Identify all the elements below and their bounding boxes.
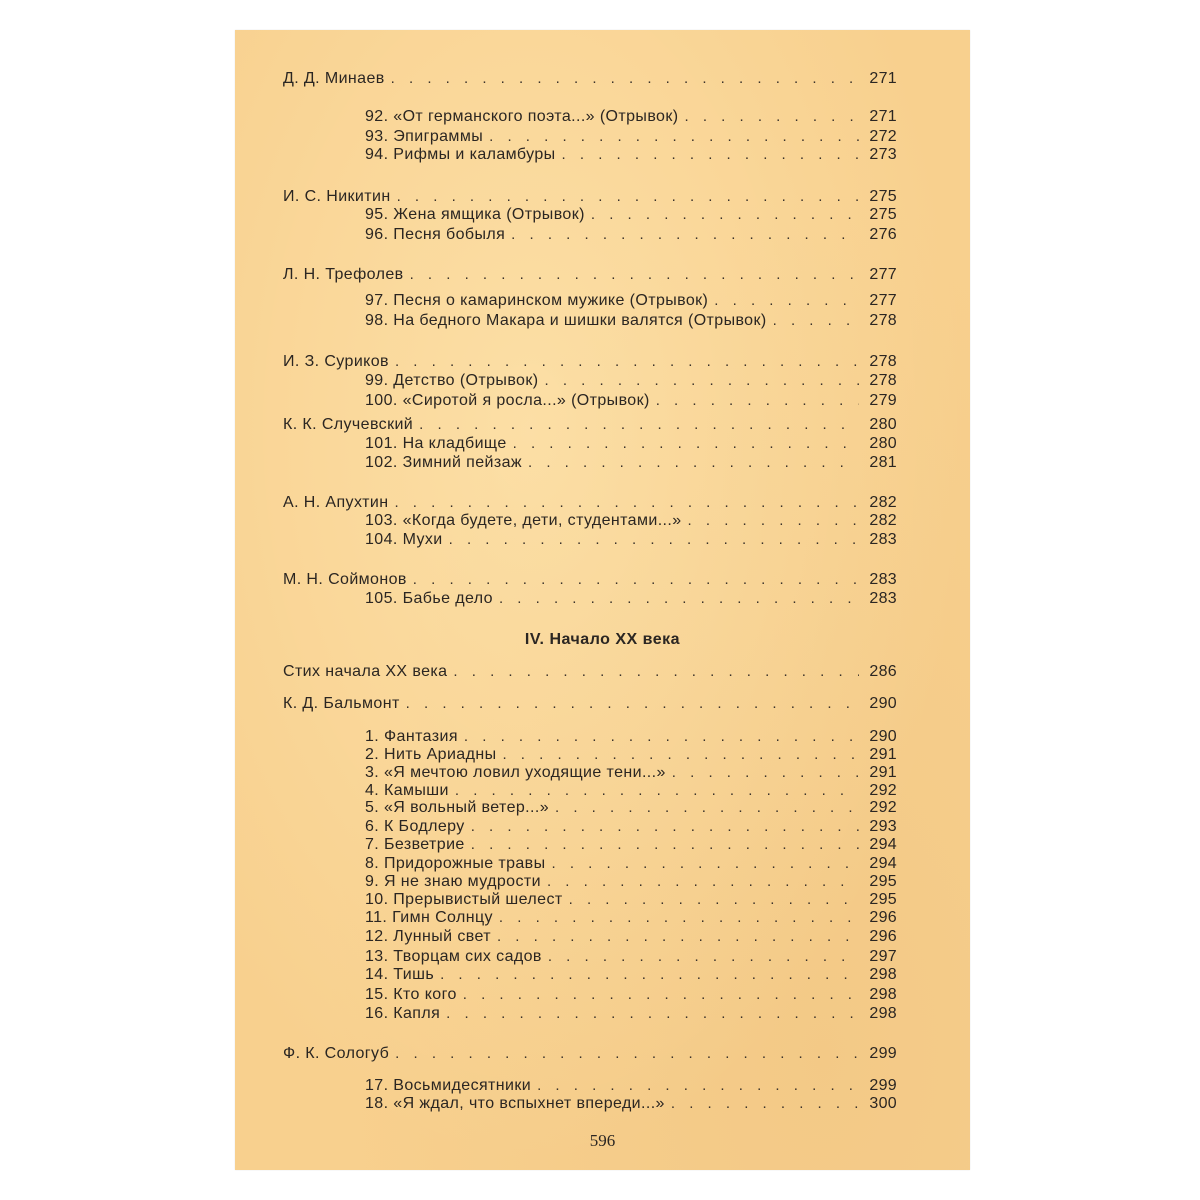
author-name: Стих начала XX века xyxy=(283,663,448,680)
toc-author-row xyxy=(283,494,897,512)
page-ref: 277 xyxy=(869,292,897,309)
page-ref: 277 xyxy=(869,266,897,283)
dot-leader xyxy=(688,512,859,530)
dot-leader xyxy=(397,188,859,206)
poem-title: 1. Фантазия xyxy=(365,728,458,745)
page-ref: 278 xyxy=(869,312,897,329)
dot-leader xyxy=(446,1005,859,1023)
dot-leader xyxy=(410,266,859,284)
page-ref: 299 xyxy=(869,1045,897,1062)
poem-title: 7. Безветрие xyxy=(365,836,465,853)
page-ref: 278 xyxy=(869,353,897,370)
page-ref: 283 xyxy=(869,590,897,607)
toc-poem-row xyxy=(365,873,897,891)
dot-leader xyxy=(513,435,859,453)
toc-poem-row xyxy=(365,531,897,549)
page-ref: 280 xyxy=(869,435,897,452)
poem-title: 99. Детство (Отрывок) xyxy=(365,372,539,389)
toc-poem-row xyxy=(365,948,897,966)
dot-leader xyxy=(672,764,859,782)
toc-poem-row xyxy=(365,728,897,746)
poem-title: 17. Восьмидесятники xyxy=(365,1077,532,1094)
poem-title: 2. Нить Ариадны xyxy=(365,746,497,763)
toc-poem-row xyxy=(365,292,897,310)
page-ref: 290 xyxy=(869,695,897,712)
toc-poem-row xyxy=(365,312,897,330)
toc-poem-row xyxy=(365,966,897,984)
poem-title: 102. Зимний пейзаж xyxy=(365,454,522,471)
page-ref: 298 xyxy=(869,966,897,983)
poem-title: 3. «Я мечтою ловил уходящие тени...» xyxy=(365,764,666,781)
dot-leader xyxy=(499,909,859,927)
poem-title: 103. «Когда будете, дети, студентами...» xyxy=(365,512,682,529)
poem-title: 10. Прерывистый шелест xyxy=(365,891,563,908)
page-ref: 295 xyxy=(869,873,897,890)
poem-title: 5. «Я вольный ветер...» xyxy=(365,799,550,816)
dot-leader xyxy=(394,494,859,512)
poem-title: 16. Капля xyxy=(365,1005,441,1022)
author-name: И. С. Никитин xyxy=(283,188,391,205)
toc-author-row xyxy=(283,571,897,589)
dot-leader xyxy=(548,948,859,966)
page-ref: 281 xyxy=(869,454,897,471)
dot-leader xyxy=(569,891,859,909)
poem-title: 6. К Бодлеру xyxy=(365,818,465,835)
page-ref: 291 xyxy=(869,764,897,781)
dot-leader xyxy=(528,454,859,472)
page-ref: 296 xyxy=(869,928,897,945)
poem-title: 12. Лунный свет xyxy=(365,928,491,945)
toc-poem-row xyxy=(365,206,897,224)
poem-title: 4. Камыши xyxy=(365,782,449,799)
page-ref: 292 xyxy=(869,799,897,816)
author-name: Д. Д. Минаев xyxy=(283,70,385,87)
poem-title: 93. Эпиграммы xyxy=(365,128,484,145)
dot-leader xyxy=(455,782,859,800)
author-name: И. З. Суриков xyxy=(283,353,389,370)
toc-poem-row xyxy=(365,454,897,472)
dot-leader xyxy=(499,590,859,608)
poem-title: 18. «Я ждал, что вспыхнет впереди...» xyxy=(365,1095,665,1112)
toc-poem-row xyxy=(365,435,897,453)
poem-title: 14. Тишь xyxy=(365,966,435,983)
poem-title: 92. «От германского поэта...» (Отрывок) xyxy=(365,108,679,125)
toc-poem-row xyxy=(365,836,897,854)
toc-poem-row xyxy=(365,1005,897,1023)
toc-author-row xyxy=(283,663,897,681)
dot-leader xyxy=(511,226,859,244)
poem-title: 95. Жена ямщика (Отрывок) xyxy=(365,206,585,223)
section-heading: IV. Начало XX века xyxy=(524,631,681,648)
dot-leader xyxy=(464,728,859,746)
toc-author-row xyxy=(283,70,897,88)
poem-title: 96. Песня бобыля xyxy=(365,226,506,243)
toc-poem-row xyxy=(365,512,897,530)
toc-poem-row xyxy=(365,392,897,410)
dot-leader xyxy=(551,855,859,873)
dot-leader xyxy=(419,416,859,434)
table-of-contents xyxy=(235,30,970,1170)
toc-poem-row xyxy=(365,146,897,164)
author-name: А. Н. Апухтин xyxy=(283,494,389,511)
dot-leader xyxy=(555,799,859,817)
author-name: К. К. Случевский xyxy=(283,416,414,433)
dot-leader xyxy=(773,312,859,330)
poem-title: 11. Гимн Солнцу xyxy=(365,909,493,926)
dot-leader xyxy=(591,206,859,224)
toc-poem-row xyxy=(365,372,897,390)
poem-title: 98. На бедного Макара и шишки валятся (Отрывок) xyxy=(365,312,767,329)
page-ref: 298 xyxy=(869,986,897,1003)
dot-leader xyxy=(489,128,859,146)
poem-title: 104. Мухи xyxy=(365,531,443,548)
toc-poem-row xyxy=(365,764,897,782)
author-name: М. Н. Соймонов xyxy=(283,571,407,588)
poem-title: 8. Придорожные травы xyxy=(365,855,546,872)
toc-author-row xyxy=(283,1045,897,1063)
page-ref: 276 xyxy=(869,226,897,243)
dot-leader xyxy=(537,1077,859,1095)
page-ref: 280 xyxy=(869,416,897,433)
poem-title: 9. Я не знаю мудрости xyxy=(365,873,541,890)
dot-leader xyxy=(471,836,859,854)
page-ref: 299 xyxy=(869,1077,897,1094)
page-ref: 296 xyxy=(869,909,897,926)
poem-title: 101. На кладбище xyxy=(365,435,507,452)
toc-poem-row xyxy=(365,799,897,817)
poem-title: 105. Бабье дело xyxy=(365,590,493,607)
dot-leader xyxy=(449,531,859,549)
page-ref: 290 xyxy=(869,728,897,745)
page-ref: 283 xyxy=(869,571,897,588)
page-ref: 292 xyxy=(869,782,897,799)
toc-poem-row xyxy=(365,909,897,927)
toc-author-row xyxy=(283,695,897,713)
page-ref: 294 xyxy=(869,855,897,872)
dot-leader xyxy=(453,663,859,681)
dot-leader xyxy=(714,292,859,310)
page-ref: 271 xyxy=(869,70,897,87)
dot-leader xyxy=(671,1095,859,1113)
toc-poem-row xyxy=(365,108,897,126)
toc-poem-row xyxy=(365,746,897,764)
toc-author-row xyxy=(283,188,897,206)
page-ref: 294 xyxy=(869,836,897,853)
dot-leader xyxy=(440,966,859,984)
toc-poem-row xyxy=(365,226,897,244)
toc-poem-row xyxy=(365,1077,897,1095)
page-ref: 286 xyxy=(869,663,897,680)
dot-leader xyxy=(497,928,859,946)
page-ref: 272 xyxy=(869,128,897,145)
book-page xyxy=(235,30,970,1170)
toc-poem-row xyxy=(365,928,897,946)
author-name: Л. Н. Трефолев xyxy=(283,266,404,283)
dot-leader xyxy=(413,571,859,589)
toc-poem-row xyxy=(365,1095,897,1113)
poem-title: 97. Песня о камаринском мужике (Отрывок) xyxy=(365,292,709,309)
toc-poem-row xyxy=(365,891,897,909)
toc-poem-row xyxy=(365,855,897,873)
page-ref: 271 xyxy=(869,108,897,125)
dot-leader xyxy=(547,873,859,891)
page-ref: 295 xyxy=(869,891,897,908)
page-ref: 275 xyxy=(869,206,897,223)
page-ref: 300 xyxy=(869,1095,897,1112)
toc-author-row xyxy=(283,266,897,284)
toc-poem-row xyxy=(365,818,897,836)
poem-title: 15. Кто кого xyxy=(365,986,457,1003)
page-ref: 275 xyxy=(869,188,897,205)
poem-title: 13. Творцам сих садов xyxy=(365,948,542,965)
toc-author-row xyxy=(283,416,897,434)
page-ref: 297 xyxy=(869,948,897,965)
dot-leader xyxy=(684,108,859,126)
author-name: Ф. К. Сологуб xyxy=(283,1045,390,1062)
dot-leader xyxy=(656,392,859,410)
page-ref: 291 xyxy=(869,746,897,763)
poem-title: 100. «Сиротой я росла...» (Отрывок) xyxy=(365,392,650,409)
dot-leader xyxy=(562,146,859,164)
dot-leader xyxy=(391,70,859,88)
page-ref: 293 xyxy=(869,818,897,835)
dot-leader xyxy=(463,986,859,1004)
page-ref: 283 xyxy=(869,531,897,548)
page-number: 596 xyxy=(589,1131,616,1150)
page-ref: 273 xyxy=(869,146,897,163)
page-ref: 279 xyxy=(869,392,897,409)
toc-poem-row xyxy=(365,590,897,608)
page-ref: 282 xyxy=(869,512,897,529)
poem-title: 94. Рифмы и каламбуры xyxy=(365,146,556,163)
dot-leader xyxy=(502,746,859,764)
toc-poem-row xyxy=(365,782,897,800)
page-ref: 278 xyxy=(869,372,897,389)
dot-leader xyxy=(406,695,859,713)
dot-leader xyxy=(471,818,859,836)
author-name: К. Д. Бальмонт xyxy=(283,695,400,712)
dot-leader xyxy=(395,353,859,371)
dot-leader xyxy=(544,372,859,390)
dot-leader xyxy=(395,1045,859,1063)
page-ref: 298 xyxy=(869,1005,897,1022)
page-ref: 282 xyxy=(869,494,897,511)
toc-author-row xyxy=(283,353,897,371)
toc-poem-row xyxy=(365,128,897,146)
toc-poem-row xyxy=(365,986,897,1004)
